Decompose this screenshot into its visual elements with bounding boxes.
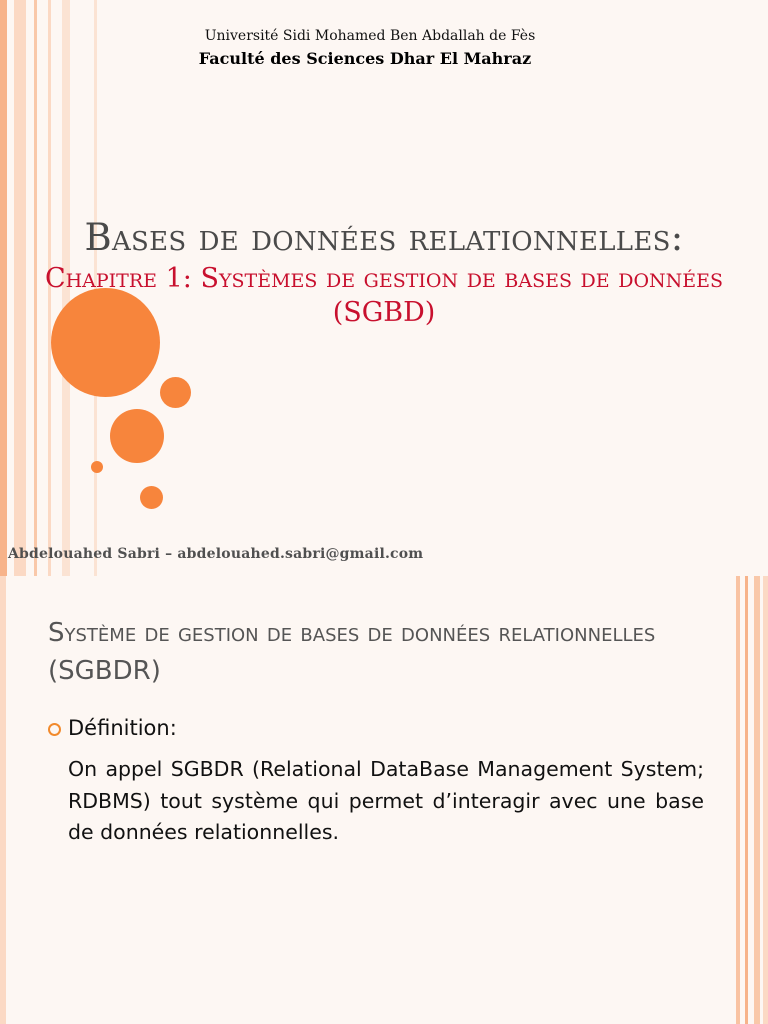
bullet-circle-icon [48,723,61,736]
slide-subtitle: Chapitre 1: Systèmes de gestion de bases de données (SGBD) [44,263,724,328]
bullet-label: Définition: [68,716,177,740]
university-name: Université Sidi Mohamed Ben Abdallah de Fès [204,28,536,44]
slide-title: Bases de données relationnelles: [84,216,684,259]
faculty-name: Faculté des Sciences Dhar El Mahraz [198,49,532,68]
decorative-stripe [763,576,768,1024]
definition-text: On appel SGBDR (Relational DataBase Management System; RDBMS) tout système qui permet d’interagir avec une base de données relationnelles. [68,757,704,844]
decorative-stripe [0,576,6,1024]
decorative-circle-small [91,461,103,473]
decorative-stripe [745,576,748,1024]
decorative-circle [160,377,191,408]
decorative-circle [140,486,163,509]
content-title: Système de gestion de bases de données relationnelles (SGBDR) [48,618,656,686]
decorative-circle [110,409,164,463]
author-line: Abdelouahed Sabri – abdelouahed.sabri@gmail.com [8,546,424,562]
content-slide [0,576,768,1024]
decorative-stripe [0,0,7,576]
decorative-stripe [754,576,760,1024]
decorative-stripe [736,576,740,1024]
